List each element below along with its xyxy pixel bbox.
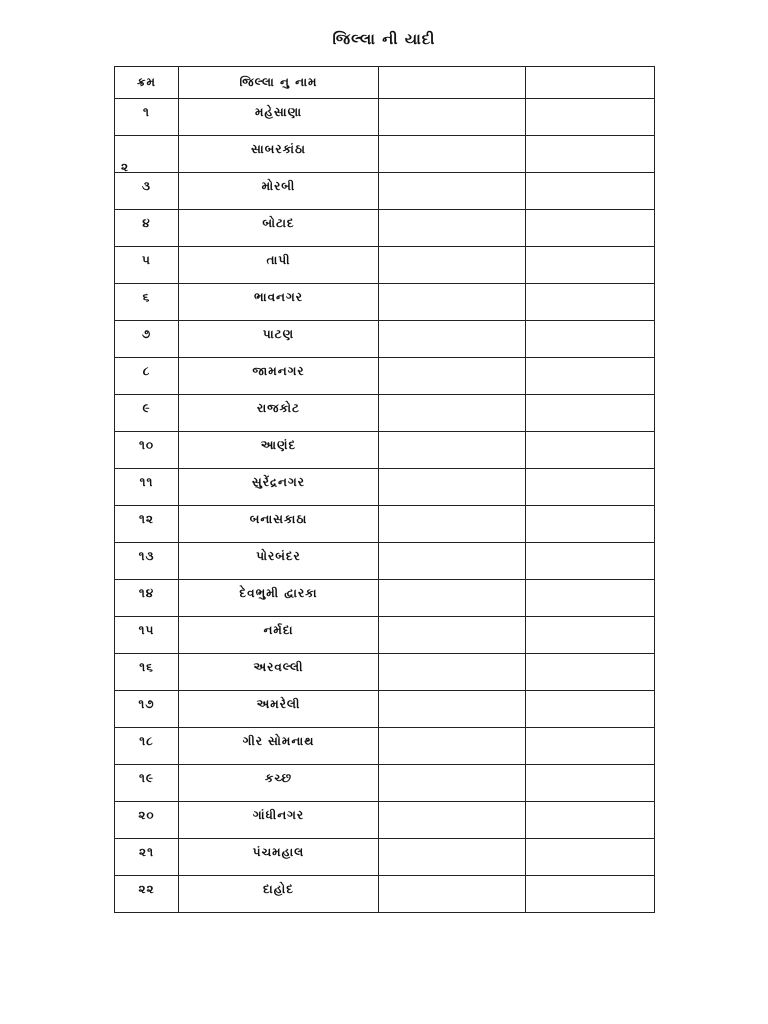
table-row	[115, 765, 655, 802]
row-district-name: ગાંધીનગર	[179, 802, 379, 839]
table-row	[115, 876, 655, 913]
table-row	[115, 580, 655, 617]
row-blank-cell	[379, 839, 526, 876]
table-row	[115, 247, 655, 284]
table-row	[115, 543, 655, 580]
row-district-name: કચ્છ	[179, 765, 379, 802]
row-serial	[115, 580, 179, 617]
table-row	[115, 395, 655, 432]
row-district-name: બોટાદ	[179, 210, 379, 247]
table-row	[115, 321, 655, 358]
row-serial-text: ૧૦	[138, 438, 155, 452]
row-serial	[115, 321, 179, 358]
table-row	[115, 728, 655, 765]
row-serial	[115, 358, 179, 395]
row-blank-cell	[379, 802, 526, 839]
row-blank-cell	[526, 876, 655, 913]
row-blank-cell	[526, 247, 655, 284]
row-serial	[115, 284, 179, 321]
row-district-name: દાહોદ	[179, 876, 379, 913]
table-row	[115, 506, 655, 543]
row-district-name: મોરબી	[179, 173, 379, 210]
table-row	[115, 802, 655, 839]
row-blank-cell	[379, 765, 526, 802]
row-blank-cell	[379, 691, 526, 728]
row-blank-cell	[526, 765, 655, 802]
row-blank-cell	[526, 691, 655, 728]
row-district-name: બનાસકાઠા	[179, 506, 379, 543]
row-district-name: રાજકોટ	[179, 395, 379, 432]
table-header-row	[115, 67, 655, 99]
row-serial-text: ૧૩	[138, 549, 155, 563]
row-blank-cell	[379, 469, 526, 506]
row-blank-cell	[379, 321, 526, 358]
row-district-name: જામનગર	[179, 358, 379, 395]
row-blank-cell	[379, 876, 526, 913]
row-blank-cell	[526, 802, 655, 839]
row-serial	[115, 691, 179, 728]
header-blank-2	[526, 67, 655, 99]
row-serial-text: ૧૧	[139, 475, 154, 489]
row-serial-text: ૧૪	[138, 586, 155, 600]
row-serial	[115, 802, 179, 839]
row-serial-text: ૨૧	[139, 845, 154, 859]
row-blank-cell	[379, 395, 526, 432]
row-district-name: ભાવનગર	[179, 284, 379, 321]
table-row	[115, 839, 655, 876]
row-blank-cell	[379, 284, 526, 321]
row-serial	[115, 543, 179, 580]
row-blank-cell	[526, 358, 655, 395]
table-row	[115, 358, 655, 395]
row-district-name: દેવભુમી દ્વારકા	[179, 580, 379, 617]
row-serial-text: ૩	[142, 179, 151, 193]
row-blank-cell	[379, 654, 526, 691]
row-blank-cell	[379, 247, 526, 284]
row-blank-cell	[526, 136, 655, 173]
row-serial-text: ૯	[142, 401, 151, 415]
row-serial	[115, 432, 179, 469]
row-serial	[115, 173, 179, 210]
row-serial	[115, 728, 179, 765]
row-serial	[115, 395, 179, 432]
row-serial-text: ૫	[142, 253, 151, 267]
row-serial	[115, 469, 179, 506]
table-row	[115, 654, 655, 691]
header-serial: ક્રમ	[115, 67, 179, 99]
table-row	[115, 691, 655, 728]
table-row	[115, 432, 655, 469]
row-blank-cell	[379, 728, 526, 765]
row-district-name: નર્મદા	[179, 617, 379, 654]
row-district-name: સુરેંદ્રનગર	[179, 469, 379, 506]
row-blank-cell	[526, 728, 655, 765]
header-district-name: જિલ્લા નુ નામ	[179, 67, 379, 99]
row-district-name: તાપી	[179, 247, 379, 284]
row-serial-text: ૧૨	[139, 512, 154, 526]
row-blank-cell	[526, 432, 655, 469]
row-serial-text: ૧૮	[139, 734, 154, 748]
row-serial	[115, 765, 179, 802]
row-blank-cell	[379, 210, 526, 247]
row-blank-cell	[379, 136, 526, 173]
table-row	[115, 136, 655, 173]
row-blank-cell	[526, 173, 655, 210]
page-title: જિલ્લા ની યાદી	[332, 30, 436, 48]
row-blank-cell	[526, 617, 655, 654]
row-blank-cell	[379, 543, 526, 580]
row-blank-cell	[526, 654, 655, 691]
row-serial	[115, 654, 179, 691]
table-row	[115, 284, 655, 321]
row-serial	[115, 210, 179, 247]
row-serial	[115, 99, 179, 136]
row-blank-cell	[526, 284, 655, 321]
row-district-name: પાટણ	[179, 321, 379, 358]
row-serial	[115, 506, 179, 543]
table-row	[115, 99, 655, 136]
row-district-name: મહેસાણા	[179, 99, 379, 136]
row-blank-cell	[526, 469, 655, 506]
table-row	[115, 469, 655, 506]
row-serial-text: ૨૦	[138, 808, 155, 822]
row-serial	[115, 136, 179, 173]
row-serial-text: ૧૭	[138, 697, 155, 711]
row-serial	[115, 617, 179, 654]
district-table	[114, 66, 655, 913]
row-district-name: અરવલ્લી	[179, 654, 379, 691]
row-blank-cell	[526, 210, 655, 247]
row-blank-cell	[379, 580, 526, 617]
row-serial-text: ૭	[141, 327, 152, 341]
row-district-name: પંચમહાલ	[179, 839, 379, 876]
row-blank-cell	[379, 99, 526, 136]
row-serial	[115, 247, 179, 284]
row-serial	[115, 876, 179, 913]
row-blank-cell	[526, 543, 655, 580]
row-district-name: અમરેલી	[179, 691, 379, 728]
row-serial-text: ૧૬	[139, 660, 154, 674]
row-serial-text: ૪	[142, 216, 151, 230]
row-blank-cell	[526, 99, 655, 136]
row-serial-text: ૧૫	[138, 623, 155, 637]
row-blank-cell	[526, 580, 655, 617]
row-serial-text: ૧	[143, 105, 150, 119]
row-blank-cell	[526, 839, 655, 876]
row-blank-cell	[379, 617, 526, 654]
row-district-name: આણંદ	[179, 432, 379, 469]
row-serial-text: ૨૨	[138, 882, 155, 896]
row-district-name: સાબરકાંઠા	[179, 136, 379, 173]
row-blank-cell	[379, 506, 526, 543]
row-blank-cell	[526, 506, 655, 543]
row-serial-text: ૨	[121, 160, 130, 174]
row-blank-cell	[379, 173, 526, 210]
row-blank-cell	[379, 358, 526, 395]
table-row	[115, 173, 655, 210]
table-body	[115, 99, 655, 913]
row-district-name: પોરબંદર	[179, 543, 379, 580]
row-blank-cell	[526, 395, 655, 432]
row-serial-text: ૮	[142, 364, 151, 378]
header-blank-1	[379, 67, 526, 99]
row-blank-cell	[526, 321, 655, 358]
row-serial-text: ૬	[142, 290, 151, 304]
row-district-name: ગીર સોમનાથ	[179, 728, 379, 765]
table-row	[115, 617, 655, 654]
row-serial	[115, 839, 179, 876]
row-blank-cell	[379, 432, 526, 469]
row-serial-text: ૧૯	[139, 771, 154, 785]
table-row	[115, 210, 655, 247]
